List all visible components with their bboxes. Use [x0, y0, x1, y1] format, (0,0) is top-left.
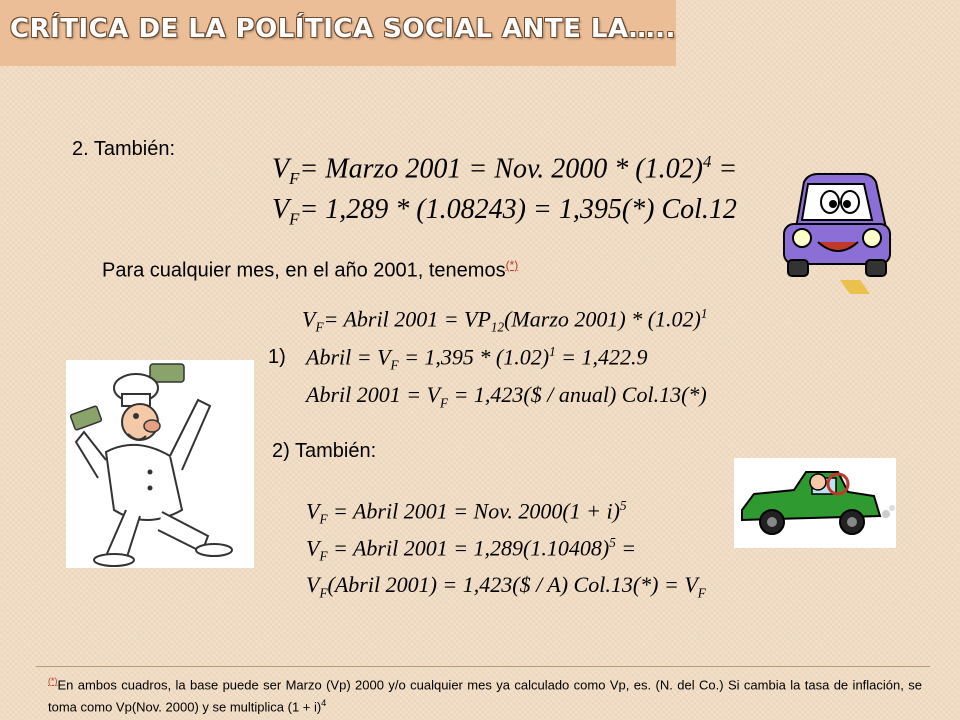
- eq-text: =: [711, 153, 738, 185]
- eq2-line2: [306, 344, 648, 374]
- month-text: [102, 258, 518, 283]
- eq1-line1: [272, 152, 737, 189]
- slide-title: CRÍTICA DE LA POLÍTICA SOCIAL ANTE LA…..: [10, 14, 676, 44]
- eq-text: Abril 2001 = V: [306, 382, 441, 407]
- eq-var: V: [302, 306, 316, 332]
- eq-sub: F: [440, 395, 449, 411]
- eq-sub: F: [289, 209, 300, 229]
- also-label: 2) También:: [272, 440, 377, 462]
- eq-sup: 1: [549, 344, 556, 359]
- eq-var: V: [306, 535, 320, 561]
- eq-sub: F: [319, 548, 328, 564]
- eq-sub: F: [319, 511, 328, 527]
- eq-var: V: [272, 194, 290, 225]
- eq-text: = Abril 2001 = VP: [323, 306, 491, 332]
- purple-car-illustration: [778, 168, 896, 300]
- footnote-sup: 4: [321, 698, 327, 709]
- eq-text: =: [615, 535, 637, 561]
- chef-money-illustration: [66, 360, 254, 568]
- eq-text: = 1,289 * (1.08243) = 1,395(*) Col.12: [299, 194, 737, 225]
- eq-sub: F: [315, 319, 324, 335]
- footnote-ref-link[interactable]: (*): [505, 258, 519, 272]
- footnote-divider: [36, 666, 930, 667]
- eq-text: = 1,422.9: [555, 344, 648, 370]
- footnote-text: En ambos cuadros, la base puede ser Marzo (Vp) 2000 y/o cualquier mes ya calculado como Vp, es. (N. del Co.) Si cambia la tasa de inflación, se toma como Vp(Nov. 2000) y se multiplica (1 + i): [48, 677, 922, 715]
- footnote: [48, 672, 922, 717]
- eq-sub: F: [289, 168, 300, 188]
- eq-sub: F: [390, 357, 399, 373]
- item-label-1: 1): [268, 346, 286, 368]
- month-sentence: Para cualquier mes, en el año 2001, tenemos: [102, 259, 506, 282]
- eq-text: (Marzo 2001) * (1.02): [504, 306, 701, 332]
- eq-text: = 1,423($ / anual) Col.13(*): [448, 382, 707, 407]
- eq3-line3: [306, 572, 706, 601]
- eq3-line2: [306, 535, 636, 565]
- eq3-line1: [306, 498, 627, 528]
- eq-sup: 4: [702, 152, 712, 171]
- eq-text: = Abril 2001 = Nov. 2000(1 + i): [327, 498, 620, 524]
- eq-text: = Marzo 2001 = Nov. 2000 * (1.02): [299, 153, 703, 185]
- section-label: 2. También:: [72, 138, 176, 160]
- eq-sub: 12: [490, 319, 505, 335]
- eq-var: V: [272, 153, 290, 185]
- eq-text: (Abril 2001) = 1,423($ / A) Col.13(*) = V: [327, 572, 698, 597]
- eq-text: Abril = V: [306, 344, 391, 370]
- eq-var: V: [306, 498, 320, 524]
- eq-text: = Abril 2001 = 1,289(1.10408): [327, 535, 610, 561]
- eq-sub: F: [319, 585, 328, 601]
- eq-text: = 1,395 * (1.02): [398, 344, 550, 370]
- eq2-line3: [306, 382, 707, 411]
- eq1-line2: [272, 194, 737, 230]
- eq-sup: 5: [609, 535, 616, 550]
- eq-var: V: [306, 572, 320, 597]
- eq-sub: F: [697, 585, 706, 601]
- footnote-ref-link[interactable]: (*): [48, 676, 58, 686]
- eq-sup: 5: [619, 498, 627, 513]
- eq2-line1: [302, 306, 707, 336]
- green-car-illustration: [734, 458, 896, 548]
- eq-sup: 1: [700, 306, 708, 321]
